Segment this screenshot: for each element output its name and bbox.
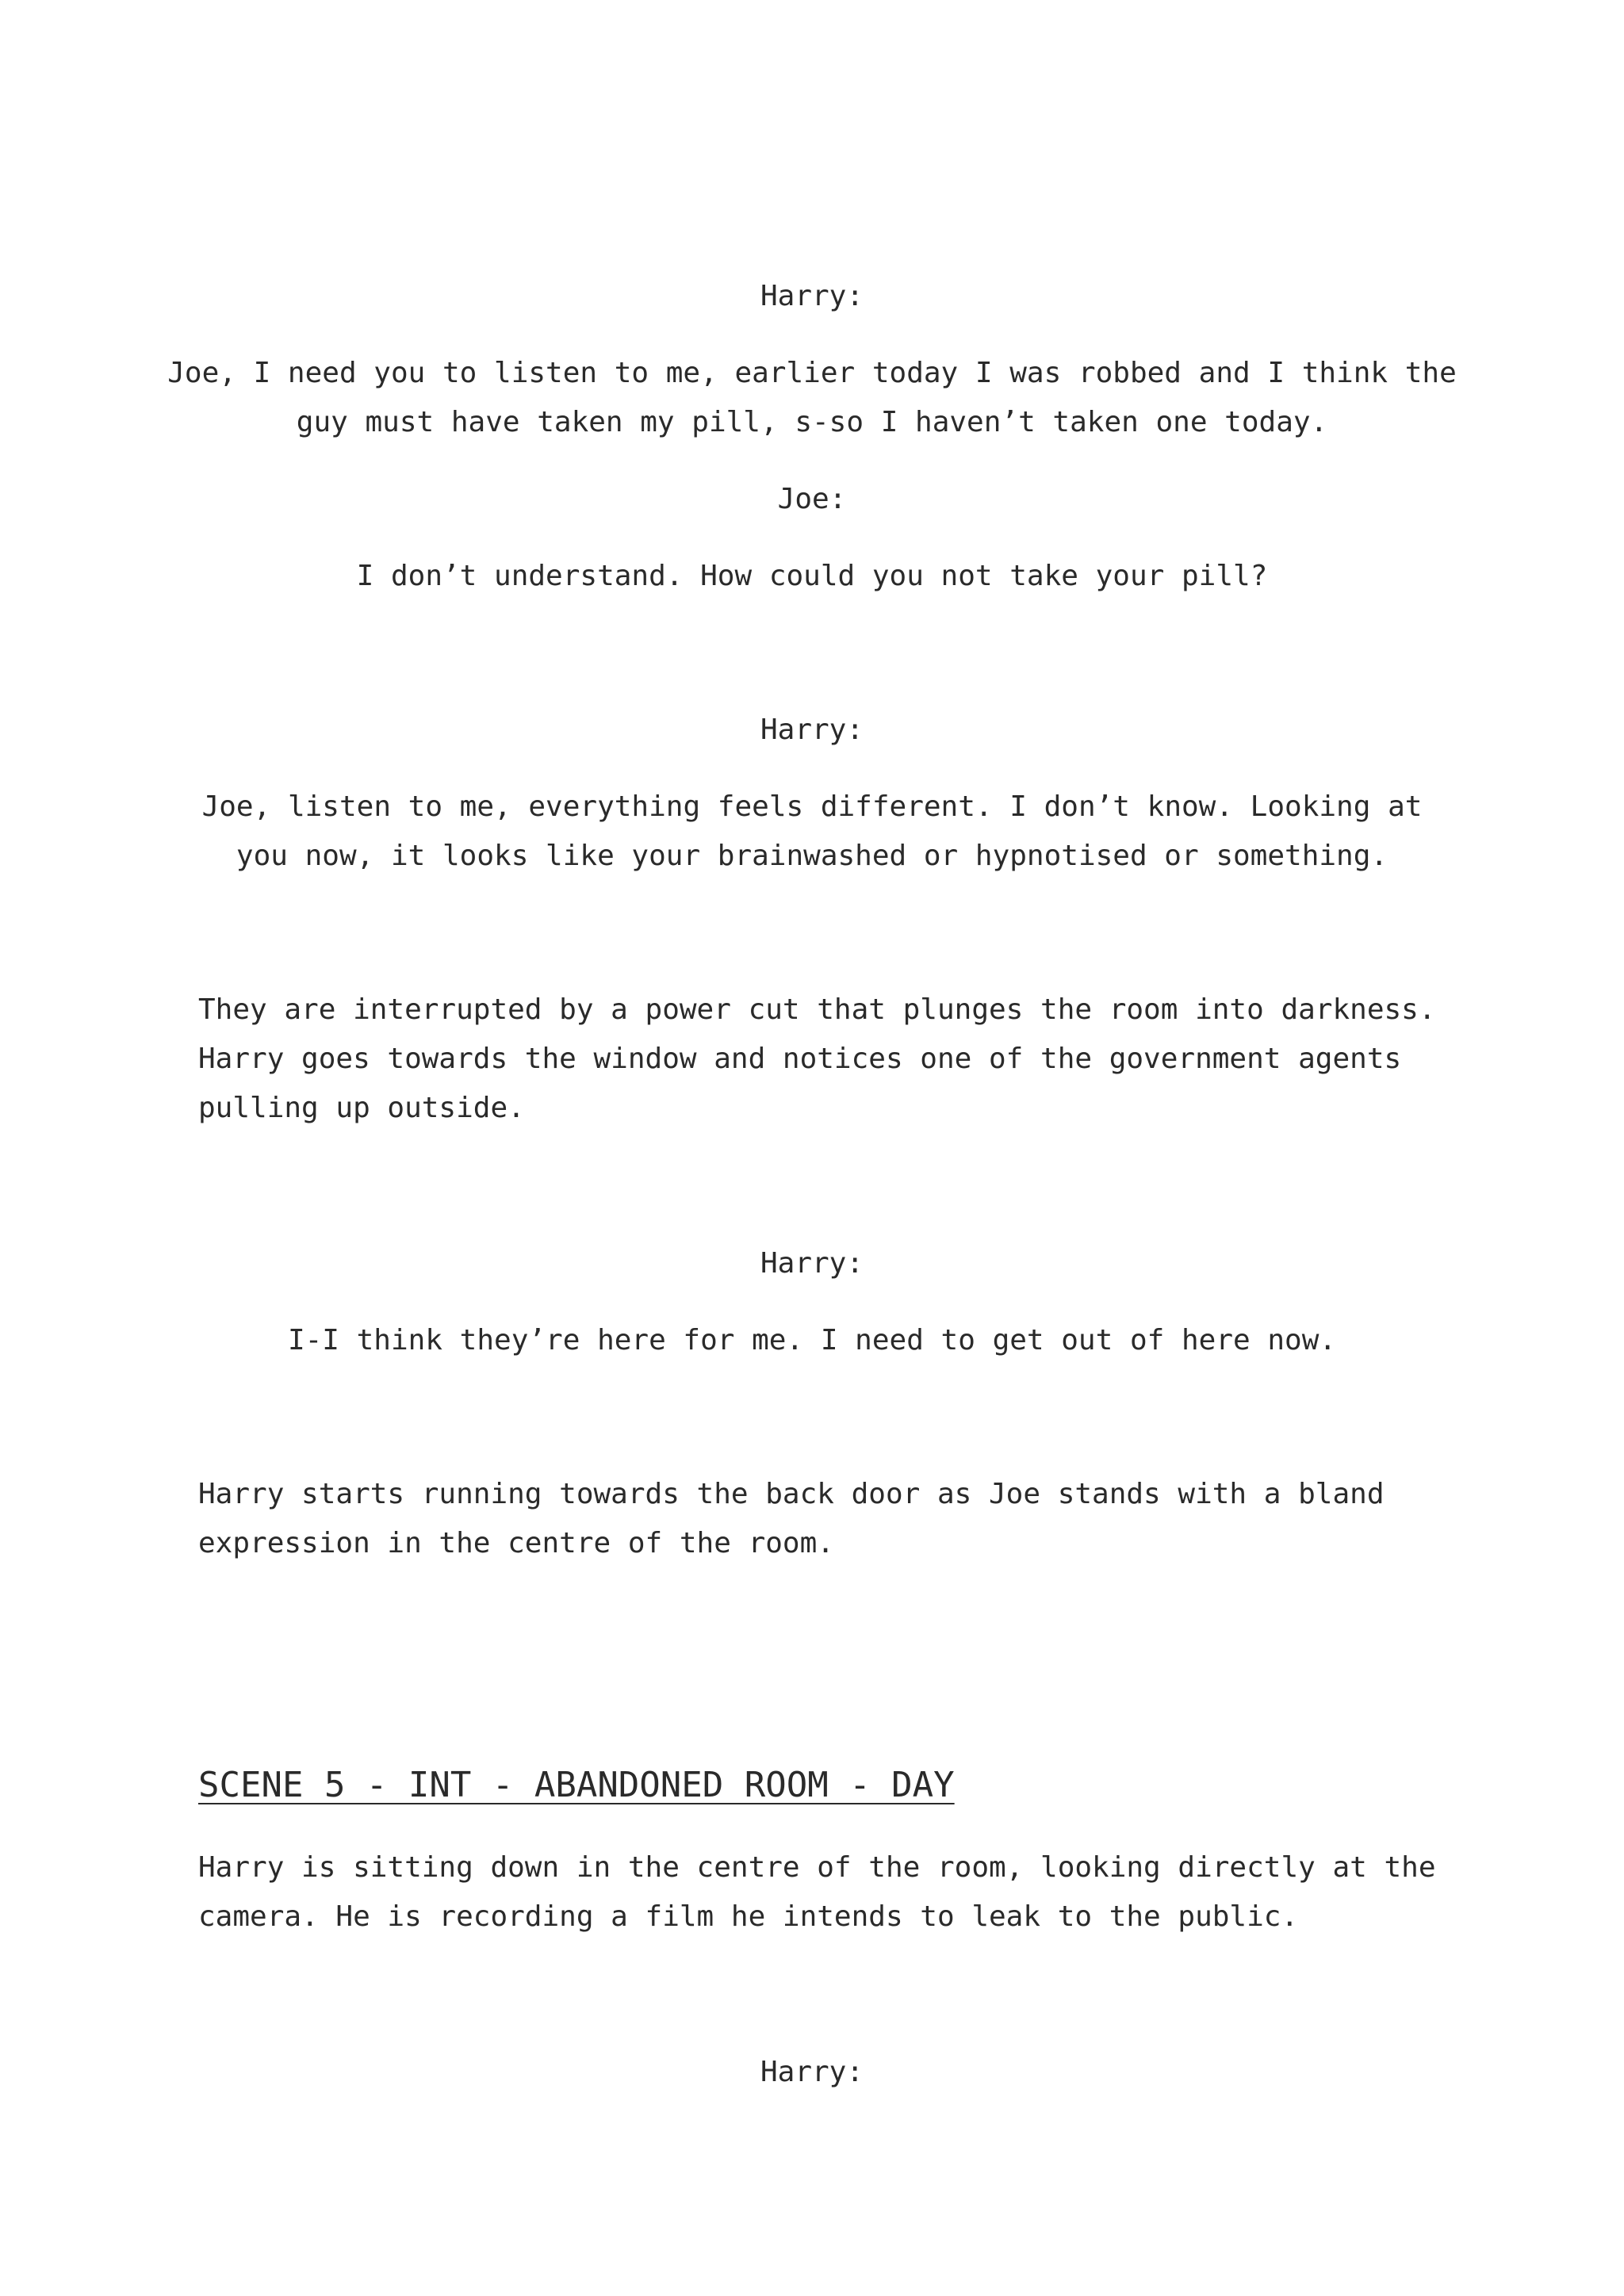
action-line: Harry goes towards the window and notices one of the government agents — [198, 1043, 1402, 1075]
dialogue-line: I-I think they’re here for me. I need to get out of here now. — [287, 1324, 1337, 1357]
dialogue-line: Joe, I need you to listen to me, earlier today I was robbed and I think the — [167, 357, 1457, 389]
scene-heading: SCENE 5 - INT - ABANDONED ROOM - DAY — [198, 1765, 955, 1805]
character-cue: Harry: — [760, 280, 864, 312]
character-cue: Harry: — [760, 714, 864, 746]
character-cue: Joe: — [777, 483, 847, 515]
character-cue: Harry: — [760, 1247, 864, 1280]
dialogue-line: Joe, listen to me, everything feels different. I don’t know. Looking at — [201, 790, 1423, 823]
dialogue-line: guy must have taken my pill, s-so I haven’t taken one today. — [296, 406, 1328, 438]
action-line: Harry is sitting down in the centre of the room, looking directly at the — [198, 1851, 1436, 1884]
character-cue: Harry: — [760, 2056, 864, 2088]
action-line: camera. He is recording a film he intends to leak to the public. — [198, 1900, 1299, 1933]
action-line: They are interrupted by a power cut that plunges the room into darkness. — [198, 993, 1436, 1026]
dialogue-line: you now, it looks like your brainwashed or hypnotised or something. — [236, 840, 1388, 872]
dialogue-line: I don’t understand. How could you not take your pill? — [356, 560, 1268, 592]
action-line: expression in the centre of the room. — [198, 1527, 834, 1559]
action-line: pulling up outside. — [198, 1092, 525, 1124]
action-line: Harry starts running towards the back door as Joe stands with a bland — [198, 1478, 1385, 1510]
